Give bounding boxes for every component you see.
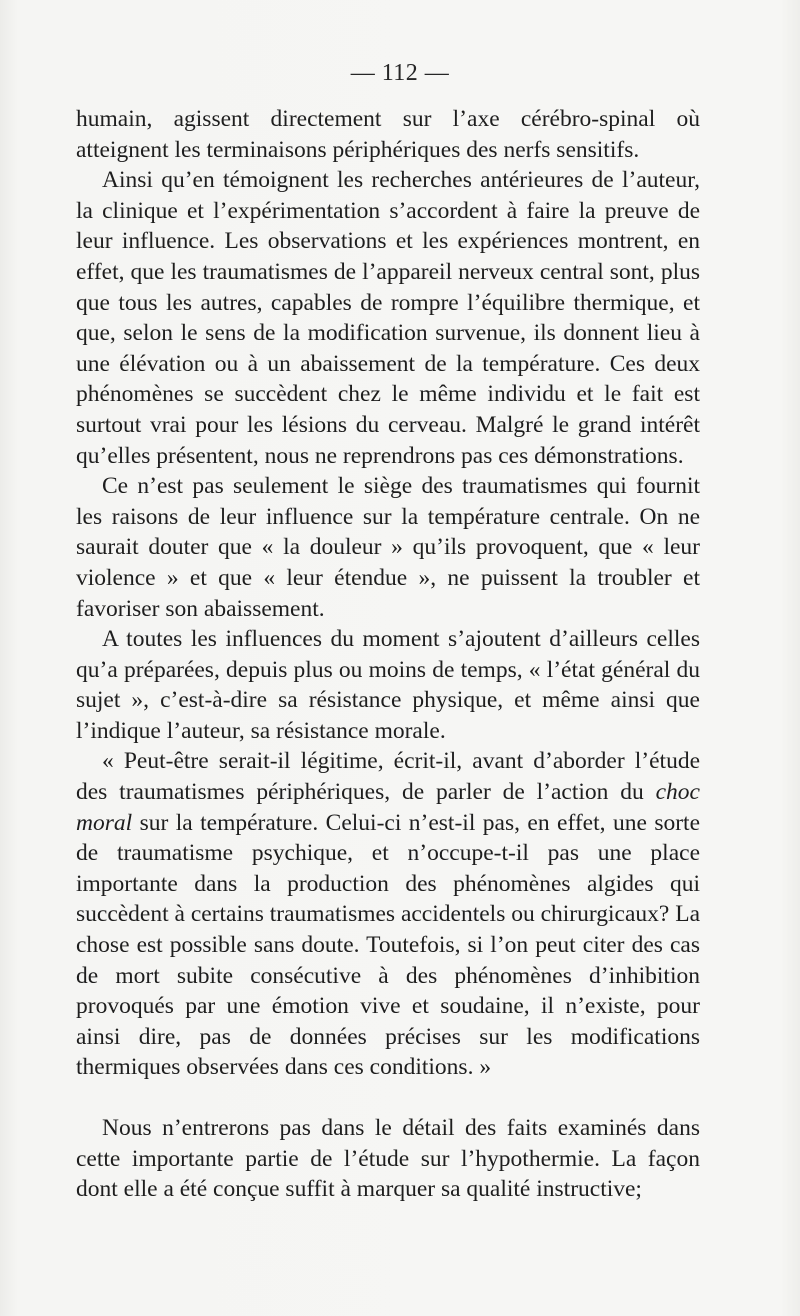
paragraph-4: A toutes les influences du moment s’ajoutent d’ailleurs celles qu’a préparées, depuis plus ou moins de temps, « l’état général du sujet », c’est-à-dire sa résistance physique, et même ainsi que l’indique l’auteur, sa résistance morale. [76,626,700,744]
page-number: — 112 — [350,60,450,86]
body-text [76,104,700,1205]
paragraph-3: Ce n’est pas seulement le siège des traumatismes qui fournit les raisons de leur influence sur la température centrale. On ne saurait douter que « la douleur » qu’ils provoquent, que « leur violence » et que « leur étendue », ne puissent la troubler et favoriser son abaissement. [76,473,700,622]
italic-term: choc moral [76,779,700,836]
paragraph-2: Ainsi qu’en témoignent les recherches antérieures de l’auteur, la clinique et l’expérimentation s’accordent à faire la preuve de leur influence. Les observations et les expériences montrent, en effet, que les traumatismes de l’appareil nerveux central sont, plus que tous les autres, capables de rompre l’équilibre thermique, et que, selon le sens de la modification survenue, ils donnent lieu à une élévation ou à un abaissement de la température. Ces deux phénomènes se succèdent chez le même individu et le fait est surtout vrai pour les lésions du cerveau. Malgré le grand intérêt qu’elles présentent, nous ne reprendrons pas ces démonstrations. [76,167,700,469]
quotation-text-start: « Peut-être serait-il légitime, écrit-il, avant d’aborder l’étude des traumatismes périphériques, de parler de l’action du [76,748,700,806]
paragraph-6: Nous n’entrerons pas dans le détail des faits examinés dans cette importante partie de l’étude sur l’hypothermie. La façon dont elle a été conçue suffit à marquer sa qualité instructive; [76,1115,700,1203]
paragraph-1: humain, agissent directement sur l’axe cérébro-spinal où atteignent les terminaisons périphériques des nerfs sensitifs. [76,106,700,163]
quotation-text-end: sur la température. Celui-ci n’est-il pas, en effet, une sorte de traumatisme psychique, et n’occupe-t-il pas une place importante dans la production des phénomènes algides qui succèdent à certains traumatismes accidentels ou chirurgicaux? La chose est possible sans doute. Toutefois, si l’on peut citer des cas de mort subite consécutive à des phénomènes d’inhibition provoqués par une émotion vive et soudaine, il n’existe, pour ainsi dire, pas de données précises sur les modifications thermiques observées dans ces conditions. » [76,809,701,1081]
paragraph-5-quotation [76,746,700,1083]
